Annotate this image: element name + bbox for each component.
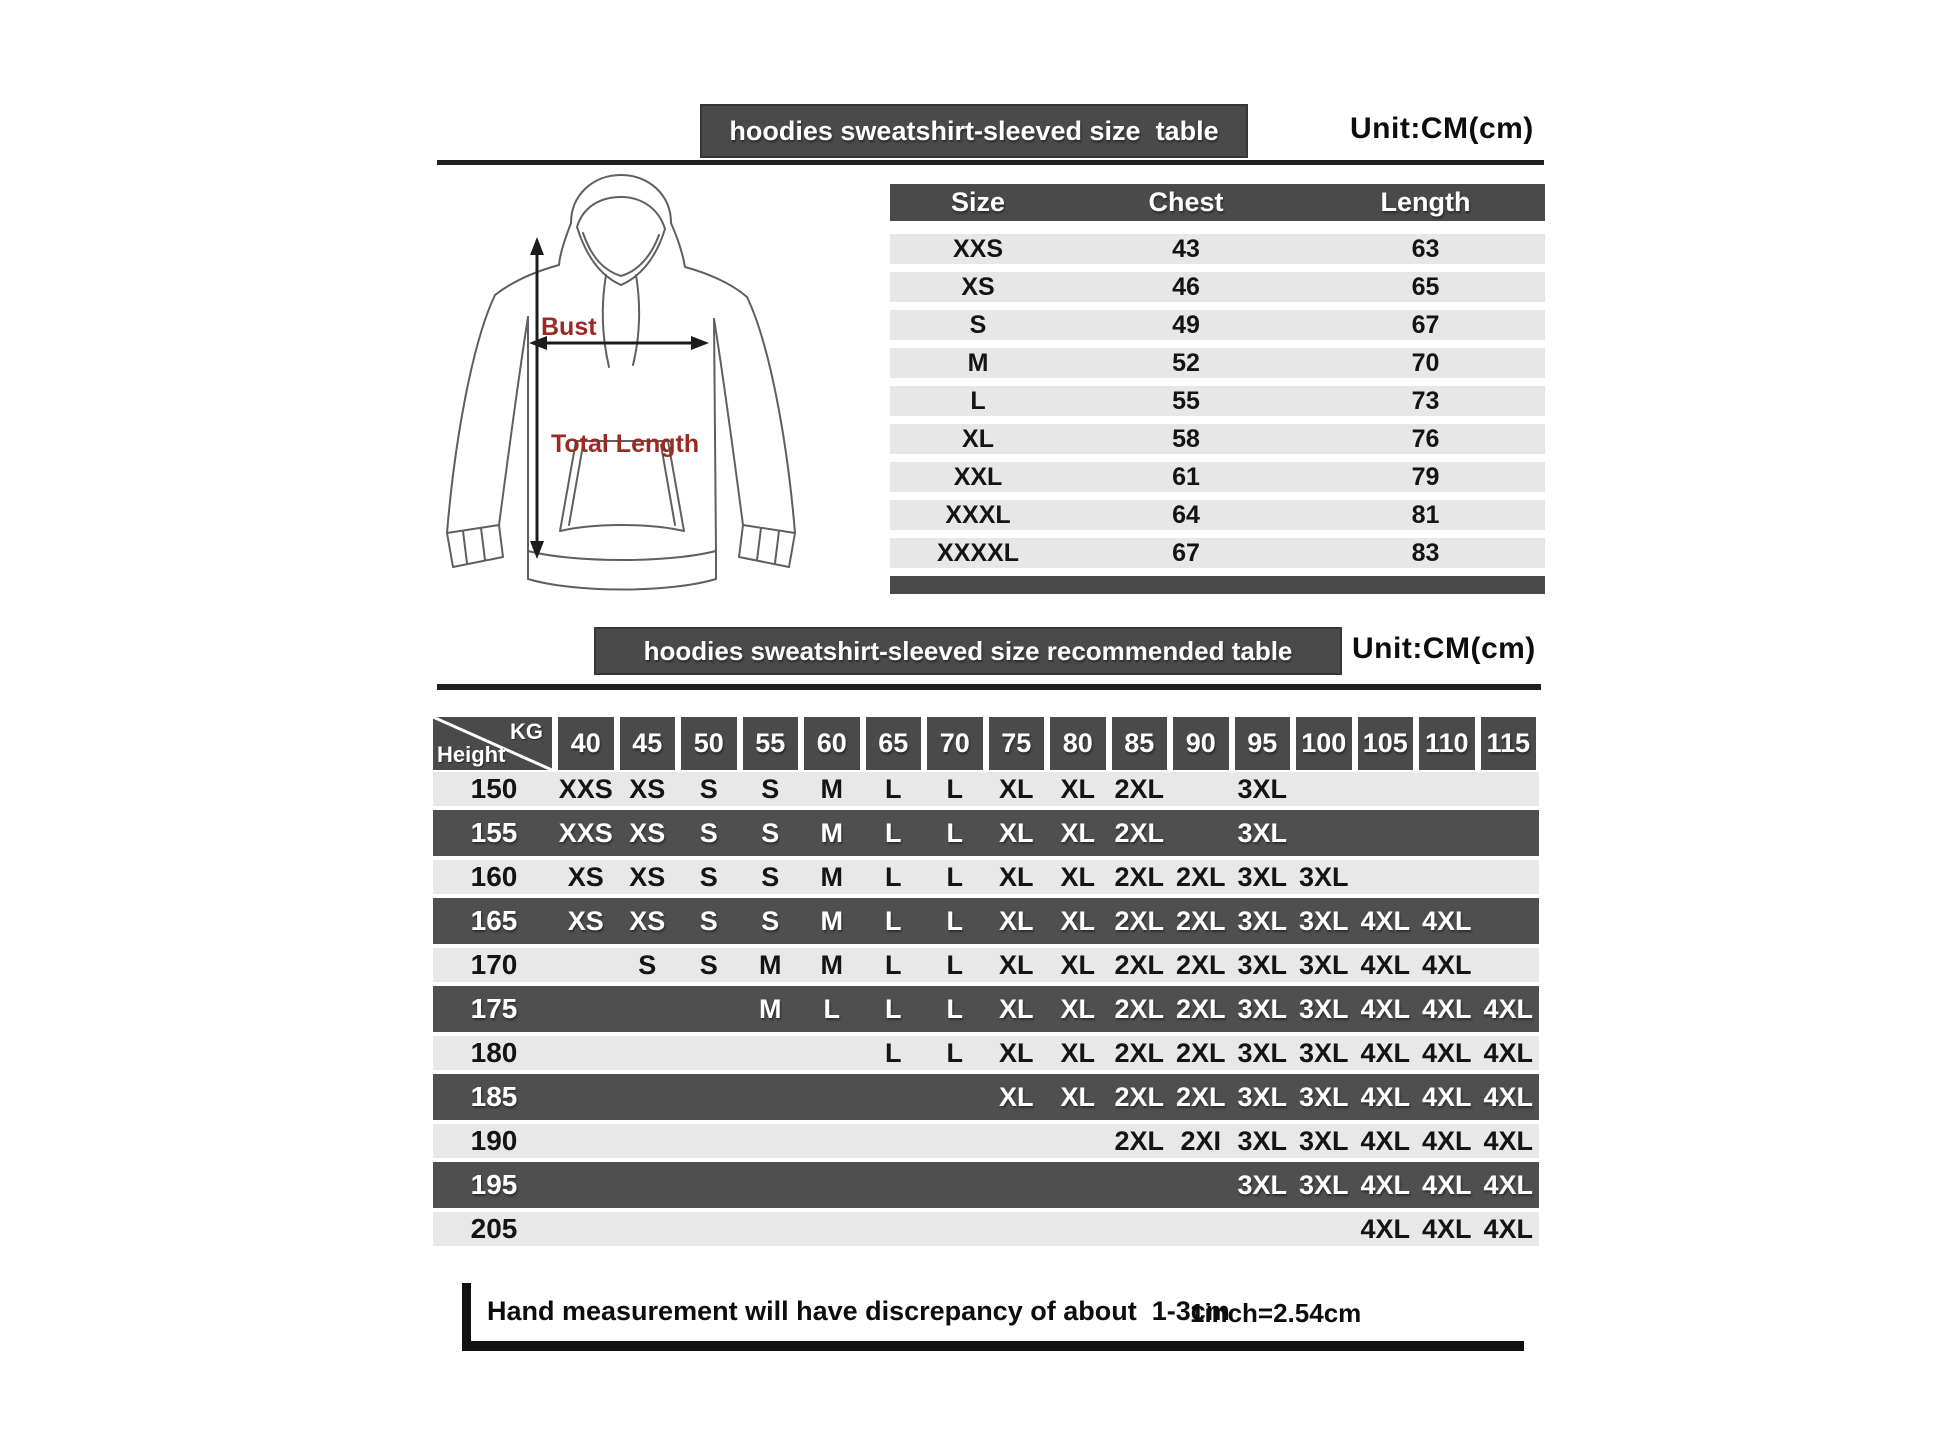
matrix-size-cell: M — [820, 906, 843, 936]
matrix-size-cell — [678, 1124, 740, 1158]
size-table-row — [890, 348, 1545, 378]
corner-kg-label: KG — [510, 719, 543, 744]
matrix-size-cell — [1478, 860, 1540, 894]
matrix-row — [433, 986, 1539, 1032]
size-table-cell: S — [969, 311, 987, 339]
matrix-size-cell: 3XL — [1298, 1170, 1349, 1200]
size-table-cell: 67 — [1411, 311, 1440, 339]
matrix-size-cell — [617, 1212, 679, 1246]
matrix-size-cell: XL — [1060, 818, 1095, 848]
matrix-size-cell — [801, 1036, 863, 1070]
matrix-size-cell: 2XL — [1175, 906, 1226, 936]
matrix-size-cell: 4XL — [1360, 994, 1411, 1024]
matrix-size-cell: M — [820, 862, 843, 892]
matrix-size-cell — [1478, 948, 1540, 982]
corner-height-label: Height — [437, 742, 506, 767]
matrix-size-cell — [1355, 772, 1417, 806]
matrix-size-cell — [1355, 810, 1417, 856]
matrix-size-cell — [555, 1162, 617, 1208]
size-column-header: Size — [950, 187, 1006, 217]
matrix-size-cell: 3XL — [1237, 950, 1288, 980]
matrix-size-cell — [740, 1036, 802, 1070]
weight-header-cell: 70 — [927, 717, 983, 770]
size-table-cell: 73 — [1411, 387, 1440, 415]
height-label-cell: 185 — [470, 1081, 518, 1112]
matrix-size-cell: 2XI — [1180, 1126, 1222, 1156]
matrix-size-cell: XL — [998, 906, 1034, 936]
matrix-size-cell: S — [699, 862, 718, 892]
matrix-size-cell: 2XL — [1175, 950, 1226, 980]
matrix-size-cell — [1109, 1162, 1171, 1208]
matrix-size-cell: 4XL — [1360, 1214, 1411, 1244]
matrix-size-cell: 4XL — [1360, 906, 1411, 936]
matrix-size-cell: 3XL — [1298, 1126, 1349, 1156]
matrix-size-cell: 4XL — [1483, 1214, 1534, 1244]
matrix-size-cell: M — [820, 950, 843, 980]
size-table-cell: 83 — [1411, 539, 1440, 567]
matrix-row — [433, 1074, 1539, 1120]
sleeve-right — [747, 297, 795, 533]
matrix-size-cell: 3XL — [1237, 994, 1288, 1024]
matrix-size-cell: XL — [998, 950, 1034, 980]
matrix-size-cell — [1170, 1212, 1232, 1246]
size-table-cell: XL — [962, 425, 994, 453]
matrix-size-cell: 4XL — [1360, 1126, 1411, 1156]
matrix-size-cell — [1293, 772, 1355, 806]
matrix-size-cell — [678, 1162, 740, 1208]
height-label-cell: 155 — [470, 817, 518, 848]
size-table-cell: 58 — [1172, 425, 1200, 453]
matrix-size-cell — [1047, 1162, 1109, 1208]
weight-header-cell: 115 — [1481, 717, 1537, 770]
matrix-size-cell — [617, 1162, 679, 1208]
size-table-cell: 64 — [1172, 501, 1200, 529]
matrix-size-cell: XL — [998, 774, 1034, 804]
matrix-size-cell — [1416, 810, 1478, 856]
matrix-size-cell — [678, 1036, 740, 1070]
weight-header-cell: 100 — [1296, 717, 1352, 770]
size-table-row — [890, 310, 1545, 340]
weight-header-cell: 45 — [620, 717, 676, 770]
matrix-size-cell — [555, 1036, 617, 1070]
divider-line-middle — [437, 684, 1541, 690]
size-table-cell: 70 — [1411, 349, 1440, 377]
weight-header-cell: 110 — [1419, 717, 1475, 770]
matrix-size-cell: L — [885, 1038, 902, 1068]
matrix-size-cell: M — [759, 994, 782, 1024]
matrix-size-cell: 4XL — [1421, 1170, 1472, 1200]
matrix-size-cell: XL — [1060, 1082, 1095, 1112]
matrix-size-cell: 4XL — [1483, 1082, 1534, 1112]
matrix-size-cell: XL — [998, 818, 1034, 848]
kg-height-corner-cell — [433, 717, 552, 770]
matrix-size-cell: 3XL — [1298, 994, 1349, 1024]
size-table-cell: 43 — [1172, 235, 1200, 263]
matrix-row — [433, 772, 1539, 806]
weight-header-cell: 85 — [1112, 717, 1168, 770]
matrix-size-cell: 3XL — [1237, 1082, 1288, 1112]
matrix-size-cell: 4XL — [1360, 950, 1411, 980]
matrix-size-cell: L — [823, 994, 840, 1024]
matrix-size-cell: 4XL — [1360, 1038, 1411, 1068]
matrix-size-cell: 4XL — [1483, 1038, 1534, 1068]
matrix-size-cell — [1478, 772, 1540, 806]
matrix-size-cell: 2XL — [1114, 906, 1165, 936]
matrix-size-cell — [617, 1036, 679, 1070]
matrix-header-row — [433, 717, 1539, 770]
matrix-size-cell: 4XL — [1421, 950, 1472, 980]
hem-band — [528, 551, 716, 590]
inch-conversion-note: 1inch=2.54cm — [1190, 1298, 1362, 1328]
matrix-size-cell: L — [885, 774, 902, 804]
matrix-size-cell: 4XL — [1421, 1126, 1472, 1156]
drawstring-right — [633, 275, 639, 365]
size-table-row — [890, 234, 1545, 264]
matrix-size-cell: 2XL — [1114, 950, 1165, 980]
size-table-title-banner: hoodies sweatshirt-sleeved size table — [700, 104, 1248, 158]
matrix-size-cell: 2XL — [1175, 862, 1226, 892]
weight-header-cell: 95 — [1235, 717, 1291, 770]
length-column-header: Length — [1380, 187, 1471, 217]
matrix-size-cell — [1478, 898, 1540, 944]
matrix-size-cell: L — [946, 818, 963, 848]
matrix-size-cell — [1232, 1212, 1294, 1246]
matrix-size-cell: L — [885, 818, 902, 848]
matrix-size-cell — [924, 1074, 986, 1120]
matrix-size-cell: S — [761, 818, 780, 848]
matrix-size-cell — [740, 1162, 802, 1208]
matrix-size-cell: 4XL — [1483, 994, 1534, 1024]
size-table-row — [890, 500, 1545, 530]
matrix-size-cell: 3XL — [1237, 862, 1288, 892]
matrix-size-cell: 3XL — [1298, 950, 1349, 980]
size-table-row — [890, 424, 1545, 454]
height-label-cell: 160 — [470, 861, 518, 892]
unit-label-bottom: Unit:CM(cm) — [1352, 632, 1536, 665]
matrix-size-cell: XL — [998, 862, 1034, 892]
matrix-size-cell — [801, 1212, 863, 1246]
height-label-cell: 165 — [470, 905, 518, 936]
matrix-row — [433, 1212, 1539, 1246]
matrix-size-cell — [678, 1212, 740, 1246]
matrix-size-cell: 3XL — [1237, 1170, 1288, 1200]
height-label-cell: 205 — [470, 1213, 518, 1244]
matrix-size-cell: S — [761, 862, 780, 892]
matrix-size-cell: 4XL — [1421, 1082, 1472, 1112]
size-table-row — [890, 272, 1545, 302]
recommended-size-matrix — [433, 717, 1539, 1250]
size-table-cell: XXXXL — [937, 539, 1019, 567]
size-table-cell: 46 — [1172, 273, 1200, 301]
measurement-note: Hand measurement will have discrepancy of about 1-3cm — [487, 1296, 1230, 1326]
size-table-cell: 76 — [1411, 425, 1440, 453]
matrix-size-cell: 3XL — [1237, 774, 1288, 804]
matrix-size-cell: 4XL — [1421, 1214, 1472, 1244]
matrix-size-cell: 2XL — [1175, 1038, 1226, 1068]
matrix-size-cell: XL — [1060, 774, 1095, 804]
weight-header-cell: 55 — [743, 717, 799, 770]
matrix-size-cell — [924, 1212, 986, 1246]
size-table-rows — [890, 234, 1545, 568]
size-table-header — [890, 184, 1545, 221]
weight-header-cell: 90 — [1173, 717, 1229, 770]
size-table-bottom-bar — [890, 576, 1545, 594]
matrix-row — [433, 1124, 1539, 1158]
hoodie-diagram — [425, 165, 820, 625]
matrix-size-cell: XS — [567, 906, 604, 936]
matrix-size-cell — [986, 1124, 1048, 1158]
matrix-size-cell: 2XL — [1114, 1038, 1165, 1068]
matrix-size-cell: XL — [1060, 1038, 1095, 1068]
size-table — [890, 184, 1545, 594]
matrix-row — [433, 948, 1539, 982]
total-length-label: Total Length — [551, 430, 700, 458]
chest-column-header: Chest — [1148, 187, 1224, 217]
matrix-row — [433, 898, 1539, 944]
matrix-size-cell — [1293, 810, 1355, 856]
matrix-size-cell: S — [638, 950, 657, 980]
matrix-size-cell: 3XL — [1237, 906, 1288, 936]
height-label-cell: 170 — [470, 949, 518, 980]
matrix-size-cell — [1047, 1212, 1109, 1246]
size-table-cell: 79 — [1411, 463, 1440, 491]
size-table-cell: L — [970, 387, 986, 415]
hood-outline — [571, 175, 671, 223]
size-table-cell: XXL — [953, 463, 1003, 491]
matrix-size-cell — [801, 1074, 863, 1120]
matrix-rows — [433, 772, 1539, 1246]
weight-header-cell: 50 — [681, 717, 737, 770]
matrix-size-cell: L — [946, 1038, 963, 1068]
matrix-size-cell: 3XL — [1298, 1038, 1349, 1068]
matrix-size-cell: 3XL — [1237, 818, 1288, 848]
matrix-size-cell: 2XL — [1114, 774, 1165, 804]
height-label-cell: 190 — [470, 1125, 518, 1156]
size-table-cell: 61 — [1172, 463, 1200, 491]
matrix-size-cell: XS — [567, 862, 604, 892]
matrix-size-cell — [555, 986, 617, 1032]
footer-underline — [462, 1341, 1524, 1351]
matrix-row — [433, 810, 1539, 856]
size-table-cell: M — [967, 349, 989, 377]
matrix-size-cell: XS — [629, 862, 666, 892]
weight-header-cell: 40 — [558, 717, 614, 770]
matrix-size-cell — [801, 1162, 863, 1208]
matrix-size-cell — [555, 1124, 617, 1158]
matrix-size-cell: S — [699, 950, 718, 980]
matrix-size-cell — [678, 986, 740, 1032]
size-table-cell: 81 — [1411, 501, 1440, 529]
height-label-cell: 175 — [470, 993, 518, 1024]
matrix-size-cell: M — [759, 950, 782, 980]
matrix-size-cell — [986, 1212, 1048, 1246]
matrix-size-cell — [740, 1074, 802, 1120]
matrix-size-cell: XL — [998, 1082, 1034, 1112]
matrix-size-cell — [1170, 772, 1232, 806]
matrix-size-cell — [1416, 772, 1478, 806]
matrix-size-cell: 4XL — [1483, 1126, 1534, 1156]
matrix-size-cell: XL — [1060, 994, 1095, 1024]
matrix-size-cell: 2XL — [1175, 994, 1226, 1024]
matrix-size-cell — [617, 986, 679, 1032]
matrix-size-cell: S — [699, 906, 718, 936]
matrix-size-cell: XS — [629, 818, 666, 848]
matrix-size-cell: XXS — [558, 818, 613, 848]
matrix-size-cell — [1293, 1212, 1355, 1246]
recommended-table-title-banner: hoodies sweatshirt-sleeved size recommended table — [594, 627, 1342, 675]
matrix-size-cell: L — [885, 862, 902, 892]
matrix-size-cell: M — [820, 818, 843, 848]
size-table-cell: XS — [961, 273, 995, 301]
matrix-size-cell — [863, 1074, 925, 1120]
footer-accent-bar — [462, 1283, 471, 1343]
matrix-size-cell — [1355, 860, 1417, 894]
matrix-size-cell — [740, 1212, 802, 1246]
size-table-cell: XXS — [952, 235, 1004, 263]
matrix-size-cell: XS — [629, 774, 666, 804]
body-right-edge — [714, 319, 716, 551]
size-table-cell: 63 — [1411, 235, 1440, 263]
matrix-size-cell — [1170, 1162, 1232, 1208]
matrix-row — [433, 1036, 1539, 1070]
matrix-size-cell: 3XL — [1298, 1082, 1349, 1112]
matrix-size-cell: 3XL — [1237, 1126, 1288, 1156]
matrix-size-cell — [863, 1212, 925, 1246]
matrix-size-cell: 3XL — [1298, 862, 1349, 892]
matrix-size-cell: L — [946, 774, 963, 804]
size-table-cell: XXXL — [945, 501, 1011, 529]
size-table-row — [890, 386, 1545, 416]
height-label-cell: 180 — [470, 1037, 518, 1068]
matrix-size-cell: 4XL — [1421, 906, 1472, 936]
matrix-size-cell: L — [885, 950, 902, 980]
matrix-size-cell: M — [820, 774, 843, 804]
matrix-size-cell: XXS — [558, 774, 613, 804]
matrix-size-cell: L — [885, 994, 902, 1024]
matrix-size-cell — [740, 1124, 802, 1158]
matrix-size-cell: L — [946, 994, 963, 1024]
weight-header-cell: 80 — [1050, 717, 1106, 770]
size-table-cell: 55 — [1172, 387, 1200, 415]
size-table-cell: 65 — [1411, 273, 1440, 301]
matrix-row — [433, 860, 1539, 894]
matrix-size-cell — [555, 1074, 617, 1120]
matrix-size-cell: XL — [1060, 950, 1095, 980]
matrix-row — [433, 1162, 1539, 1208]
matrix-size-cell — [863, 1124, 925, 1158]
weight-header-cell: 75 — [989, 717, 1045, 770]
matrix-size-cell — [986, 1162, 1048, 1208]
matrix-size-cell: S — [761, 906, 780, 936]
matrix-size-cell — [863, 1162, 925, 1208]
bust-label: Bust — [541, 313, 597, 341]
size-table-cell: 67 — [1172, 539, 1200, 567]
weight-header-cell: 65 — [866, 717, 922, 770]
size-table-row — [890, 462, 1545, 492]
matrix-size-cell: 3XL — [1298, 906, 1349, 936]
matrix-size-cell — [1047, 1124, 1109, 1158]
size-table-row — [890, 538, 1545, 568]
matrix-size-cell — [617, 1124, 679, 1158]
matrix-size-cell: 4XL — [1421, 994, 1472, 1024]
matrix-size-cell: XL — [1060, 906, 1095, 936]
matrix-size-cell — [1109, 1212, 1171, 1246]
size-table-cell: 52 — [1172, 349, 1200, 377]
matrix-size-cell: S — [761, 774, 780, 804]
matrix-size-cell: L — [946, 950, 963, 980]
height-label-cell: 150 — [470, 773, 518, 804]
matrix-size-cell: 4XL — [1421, 1038, 1472, 1068]
size-table-cell: 49 — [1172, 311, 1200, 339]
unit-label-top: Unit:CM(cm) — [1350, 112, 1534, 145]
matrix-size-cell — [555, 948, 617, 982]
matrix-size-cell — [555, 1212, 617, 1246]
matrix-size-cell: 3XL — [1237, 1038, 1288, 1068]
matrix-size-cell: 4XL — [1360, 1082, 1411, 1112]
weight-header-cell: 60 — [804, 717, 860, 770]
matrix-size-cell — [924, 1124, 986, 1158]
matrix-size-cell: L — [946, 906, 963, 936]
matrix-size-cell: 4XL — [1360, 1170, 1411, 1200]
matrix-size-cell: L — [885, 906, 902, 936]
matrix-size-cell — [801, 1124, 863, 1158]
drawstring-left — [603, 275, 609, 367]
matrix-size-cell: S — [699, 774, 718, 804]
height-label-cell: 195 — [470, 1169, 518, 1200]
matrix-size-cell — [678, 1074, 740, 1120]
matrix-size-cell: S — [699, 818, 718, 848]
matrix-size-cell — [1170, 810, 1232, 856]
matrix-size-cell: 2XL — [1114, 818, 1165, 848]
matrix-size-cell: XS — [629, 906, 666, 936]
matrix-size-cell: 2XL — [1114, 862, 1165, 892]
matrix-size-cell: XL — [998, 994, 1034, 1024]
matrix-size-cell: 2XL — [1114, 1126, 1165, 1156]
matrix-size-cell: 2XL — [1175, 1082, 1226, 1112]
matrix-size-cell: L — [946, 862, 963, 892]
matrix-size-cell — [617, 1074, 679, 1120]
matrix-size-cell: 2XL — [1114, 994, 1165, 1024]
sleeve-left — [447, 295, 495, 533]
matrix-size-cell: 2XL — [1114, 1082, 1165, 1112]
matrix-size-cell — [1478, 810, 1540, 856]
matrix-size-cell: XL — [998, 1038, 1034, 1068]
matrix-size-cell: XL — [1060, 862, 1095, 892]
matrix-size-cell — [924, 1162, 986, 1208]
matrix-size-cell — [1416, 860, 1478, 894]
weight-header-cell: 105 — [1358, 717, 1414, 770]
matrix-size-cell: 4XL — [1483, 1170, 1534, 1200]
